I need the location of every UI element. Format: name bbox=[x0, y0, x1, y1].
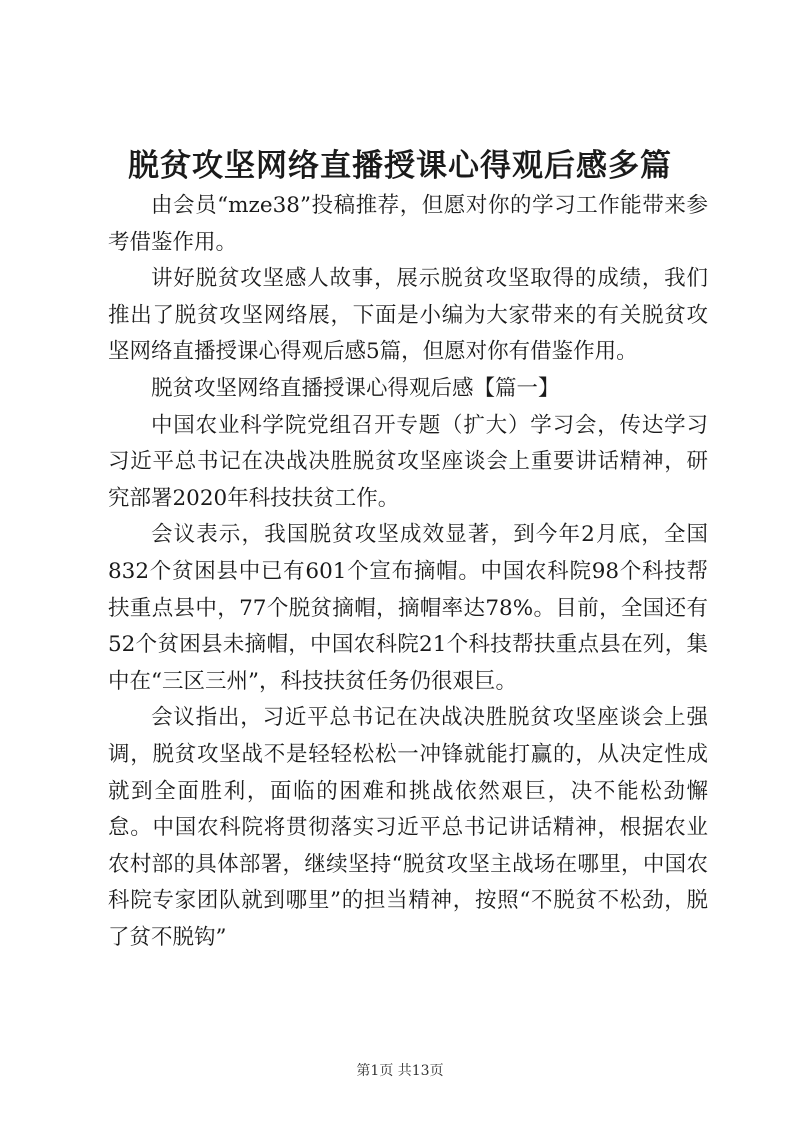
paragraph-body-3: 会议指出，习近平总书记在决战决胜脱贫攻坚座谈会上强调，脱贫攻坚战不是轻轻松松一冲锋就能打赢的，从决定性成就到全面胜利，面临的困难和挑战依然艰巨，决不能松劲懈怠。中国农科院将贯彻落实习近平总书记讲话精神，根据农业农村部的具体部署，继续坚持“脱贫攻坚主战场在哪里，中国农科院专家团队就到哪里”的担当精神，按照“不脱贫不松劲，脱了贫不脱钩” bbox=[108, 705, 708, 950]
document-body bbox=[108, 188, 708, 956]
paragraph-intro: 由会员“mze38”投稿推荐，但愿对你的学习工作能带来参考借鉴作用。 bbox=[108, 193, 708, 255]
paragraph-summary: 讲好脱贫攻坚感人故事，展示脱贫攻坚取得的成绩，我们推出了脱贫攻坚网络展，下面是小编为大家带来的有关脱贫攻坚网络直播授课心得观后感5篇，但愿对你有借鉴作用。 bbox=[108, 266, 708, 365]
paragraph-body-2: 会议表示，我国脱贫攻坚成效显著，到今年2月底，全国832个贫困县中已有601个宣布摘帽。中国农科院98个科技帮扶重点县中，77个脱贫摘帽，摘帽率达78%。目前，全国还有52个贫困县未摘帽，中国农科院21个科技帮扶重点县在列，集中在“三区三州”，科技扶贫任务仍很艰巨。 bbox=[108, 522, 708, 694]
paragraph-body-1: 中国农业科学院党组召开专题（扩大）学习会，传达学习习近平总书记在决战决胜脱贫攻坚座谈会上重要讲话精神，研究部署2020年科技扶贫工作。 bbox=[108, 412, 708, 511]
page-title: 脱贫攻坚网络直播授课心得观后感多篇 bbox=[128, 148, 672, 184]
section-heading: 脱贫攻坚网络直播授课心得观后感【篇一】 bbox=[151, 375, 560, 401]
page-number-footer: 第1页 共13页 bbox=[356, 1063, 444, 1079]
